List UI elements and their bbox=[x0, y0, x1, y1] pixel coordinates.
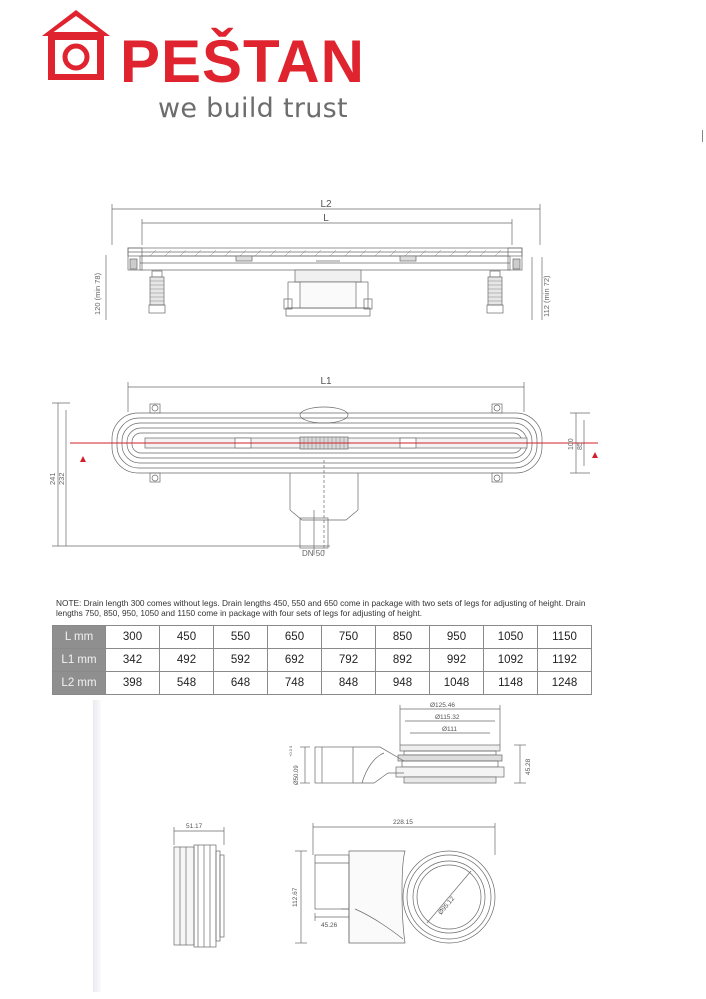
dim-pipe45: 45.26 bbox=[321, 922, 338, 929]
table-cell: 950 bbox=[430, 626, 484, 649]
dim-d50: Ø50.09 bbox=[294, 765, 300, 785]
table-cell: 592 bbox=[214, 649, 268, 672]
dim-dn50: DN 50 bbox=[302, 549, 325, 558]
table-cell: 992 bbox=[430, 649, 484, 672]
table-cell: 1092 bbox=[484, 649, 538, 672]
brand-tagline: we build trust bbox=[158, 93, 348, 124]
row-label: L1 mm bbox=[53, 649, 106, 672]
table-cell: 342 bbox=[106, 649, 160, 672]
table-cell: 1150 bbox=[538, 626, 592, 649]
house-icon bbox=[40, 8, 112, 84]
top-view-drawing bbox=[0, 370, 706, 565]
dim-height-left: 120 (min 78) bbox=[93, 272, 102, 315]
dim-l2: L2 bbox=[320, 199, 332, 210]
dim-85: 85 bbox=[577, 442, 584, 450]
table-cell: 748 bbox=[268, 672, 322, 695]
row-label: L2 mm bbox=[53, 672, 106, 695]
table-row bbox=[53, 672, 592, 695]
brand-logo bbox=[40, 8, 370, 128]
table-cell: 1148 bbox=[484, 672, 538, 695]
dim-241: 241 bbox=[48, 472, 57, 485]
dim-tolerance: +0.3 0 bbox=[288, 745, 293, 757]
dim-232: 232 bbox=[57, 472, 66, 485]
row-label: L mm bbox=[53, 626, 106, 649]
brand-name: PEŠTAN bbox=[120, 28, 365, 95]
table-cell: 1048 bbox=[430, 672, 484, 695]
dim-w51: 51.17 bbox=[186, 823, 203, 830]
table-cell: 892 bbox=[376, 649, 430, 672]
decorative-bar bbox=[93, 700, 101, 992]
table-cell: 398 bbox=[106, 672, 160, 695]
table-cell: 792 bbox=[322, 649, 376, 672]
table-cell: 300 bbox=[106, 626, 160, 649]
dim-w228: 228.15 bbox=[393, 819, 413, 826]
size-table bbox=[52, 625, 592, 695]
table-cell: 492 bbox=[160, 649, 214, 672]
table-cell: 548 bbox=[160, 672, 214, 695]
table-cell: 850 bbox=[376, 626, 430, 649]
dim-l1: L1 bbox=[320, 376, 332, 387]
note-text: NOTE: Drain length 300 comes without legs. Drain lengths 450, 550 and 650 come in package with two sets of legs for adjusting of height. Drain lengths 750, 850, 950, 1050 and 1150 come in package with four sets of legs for adjusting of height. bbox=[56, 598, 586, 618]
dim-d111: Ø111 bbox=[442, 726, 457, 733]
dim-d125: Ø125.46 bbox=[430, 702, 455, 709]
table-cell: 750 bbox=[322, 626, 376, 649]
table-row bbox=[53, 626, 592, 649]
dim-100: 100 bbox=[568, 438, 575, 450]
table-cell: 692 bbox=[268, 649, 322, 672]
table-cell: 450 bbox=[160, 626, 214, 649]
siphon-front-drawing bbox=[160, 815, 240, 955]
side-view-drawing bbox=[0, 195, 706, 335]
table-cell: 650 bbox=[268, 626, 322, 649]
dim-h45-28: 45.28 bbox=[525, 758, 532, 775]
dim-d115: Ø115.32 bbox=[435, 714, 460, 721]
dim-height-right: 112 (min 72) bbox=[542, 275, 551, 317]
table-cell: 848 bbox=[322, 672, 376, 695]
dim-d95: Ø95.12 bbox=[437, 895, 457, 917]
table-cell: 550 bbox=[214, 626, 268, 649]
dim-h112: 112.67 bbox=[292, 887, 299, 907]
dim-l: L bbox=[323, 213, 329, 224]
table-cell: 1248 bbox=[538, 672, 592, 695]
siphon-side-drawing bbox=[270, 695, 560, 795]
table-cell: 948 bbox=[376, 672, 430, 695]
siphon-top-drawing bbox=[285, 815, 510, 965]
table-cell: 1192 bbox=[538, 649, 592, 672]
edge-mark bbox=[702, 130, 703, 142]
table-cell: 1050 bbox=[484, 626, 538, 649]
table-row bbox=[53, 649, 592, 672]
table-cell: 648 bbox=[214, 672, 268, 695]
